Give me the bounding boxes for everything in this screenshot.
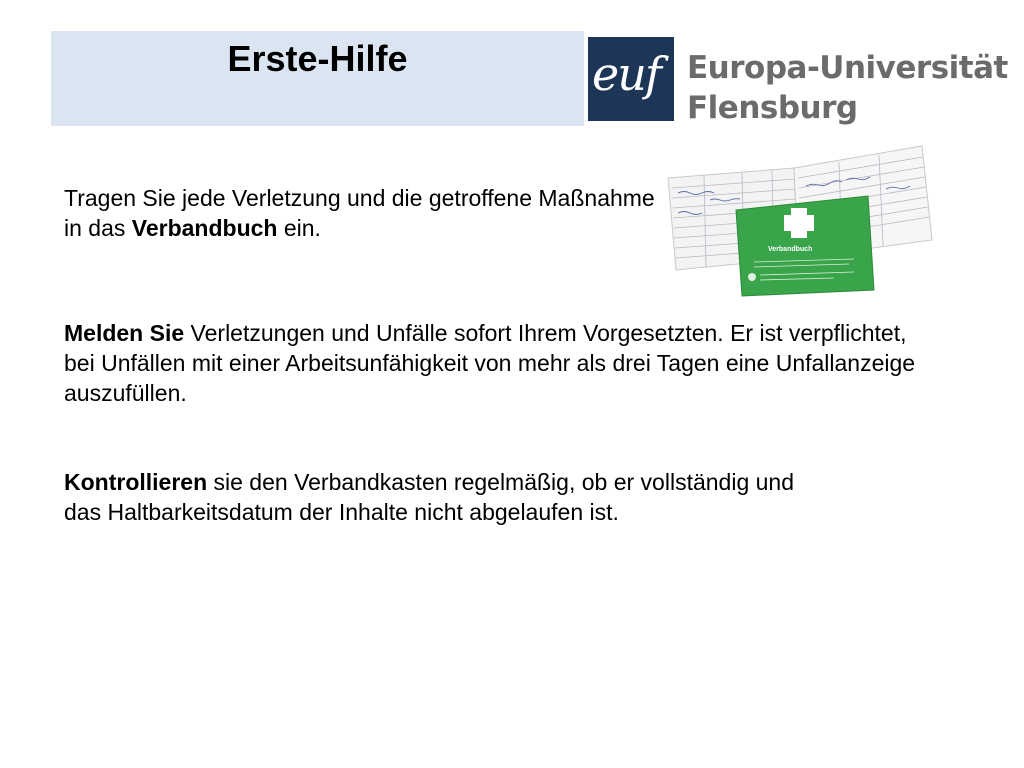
para3-bold-kontrollieren: Kontrollieren bbox=[64, 469, 208, 495]
paragraph-melden bbox=[64, 318, 924, 408]
para2-bold-melden: Melden Sie bbox=[64, 320, 185, 346]
slide-title: Erste-Hilfe bbox=[227, 38, 408, 79]
verbandbuch-image bbox=[664, 140, 940, 300]
para1-bold-verbandbuch: Verbandbuch bbox=[131, 215, 278, 241]
logo-mark-text: euf bbox=[592, 47, 660, 101]
paragraph-verbandbuch bbox=[64, 183, 664, 243]
euf-logo-mark bbox=[588, 37, 674, 121]
logo-city-name: Flensburg bbox=[687, 90, 858, 126]
logo-university-name: Europa-Universität bbox=[687, 50, 1008, 86]
para2-text-a: Verletzungen und Unfälle sofort Ihrem Vorgesetzten. Er ist verpflichtet, bei Unfällen mit einer Arbeitsunfähigkeit von mehr als drei Tagen eine Unfallanzeige auszufüllen. bbox=[64, 320, 916, 406]
paragraph-kontrollieren bbox=[64, 467, 824, 527]
university-logo bbox=[588, 37, 1008, 129]
cover-label: Verbandbuch bbox=[768, 246, 813, 253]
para3-text-a: sie den Verbandkasten regelmäßig, ob er vollständig und das Haltbarkeitsdatum der Inhalte nicht abgelaufen ist. bbox=[64, 469, 794, 525]
title-bar bbox=[51, 31, 584, 126]
para1-text-a: Tragen Sie jede Verletzung und die getroffene Maßnahme in das bbox=[64, 185, 655, 241]
verbandbuch-cover bbox=[736, 196, 874, 296]
para1-text-b: ein. bbox=[277, 215, 321, 241]
